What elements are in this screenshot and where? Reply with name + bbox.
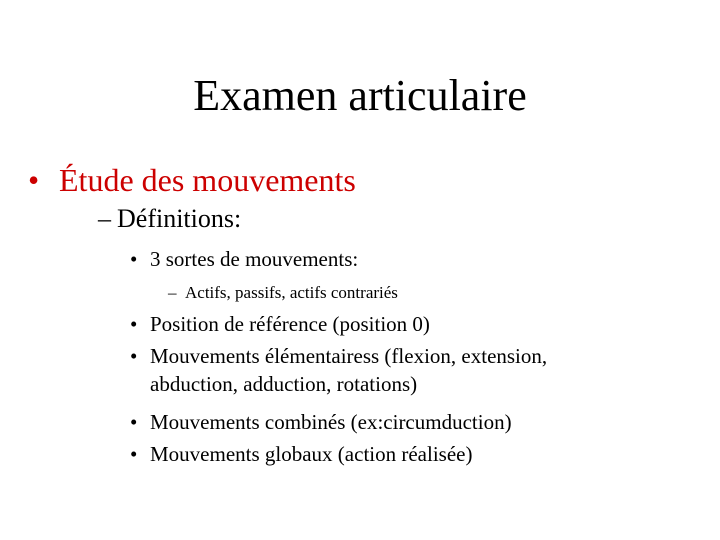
bullet-level3: • [130, 312, 138, 336]
item-etude-des-mouvements: Étude des mouvements [59, 162, 356, 198]
item-definitions: Définitions: [117, 204, 242, 233]
item-types-mouvements: Actifs, passifs, actifs contrariés [185, 283, 398, 302]
bullet-level3: • [130, 344, 138, 368]
bullet-level1: • [28, 162, 40, 198]
item-mouvements-combines: Mouvements combinés (ex:circumduction) [150, 410, 512, 434]
bullet-level3: • [130, 247, 138, 271]
item-mouvements-elementaires-line1: Mouvements élémentairess (flexion, extension, [150, 344, 548, 368]
slide-title: Examen articulaire [193, 71, 527, 120]
item-position-reference: Position de référence (position 0) [150, 312, 430, 336]
item-3-sortes: 3 sortes de mouvements: [150, 247, 359, 271]
bullet-level3: • [130, 442, 138, 466]
dash-level4: – [168, 283, 177, 302]
item-mouvements-elementaires-line2: abduction, adduction, rotations) [150, 372, 418, 396]
dash-level2: – [98, 204, 111, 233]
bullet-level3: • [130, 410, 138, 434]
item-mouvements-globaux: Mouvements globaux (action réalisée) [150, 442, 473, 466]
